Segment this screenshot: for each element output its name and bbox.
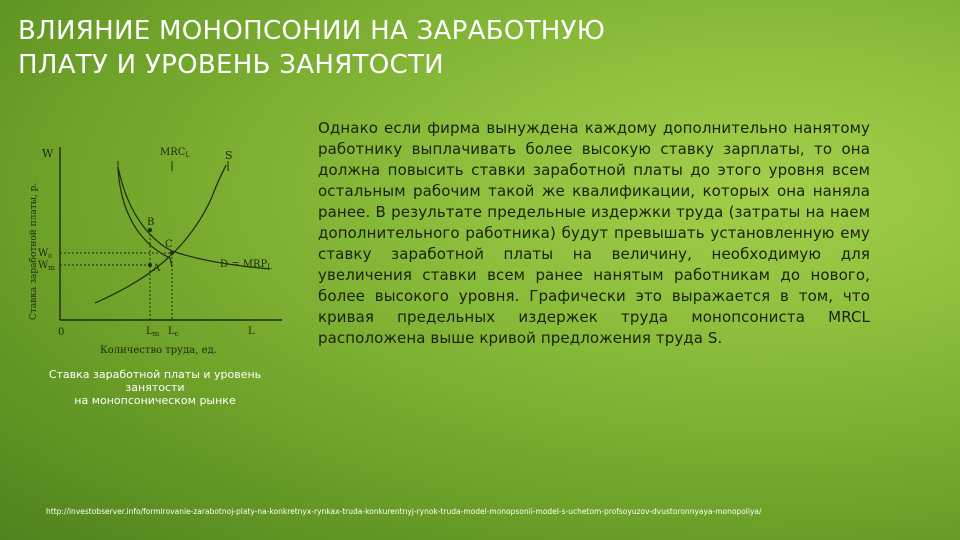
lc-label bbox=[168, 326, 179, 338]
lm-label bbox=[146, 326, 160, 338]
wc-label-main: W bbox=[38, 248, 49, 259]
wc-label bbox=[38, 248, 52, 260]
wc-label-sub: c bbox=[48, 252, 53, 260]
lm-label-main: L bbox=[146, 326, 153, 337]
body-paragraph: Однако если фирма вынуждена каждому дополнительно нанятому работнику выплачивать более высокую ставку зарплаты, то она должна повысить ставки заработной платы до этого уровня всем остальным рабочим такой же квалификации, которых она наняла ранее. В результате предельные издержки труда (затраты на наем дополнительного работника) будут превышать установленную ему ставку заработной платы на величину, необходимую для увеличения ставки всем ранее нанятым работникам до нового, более высокого уровня. Графически это выражается в том, что кривая предельных издержек труда монопсониста MRCL расположена выше кривой предложения труда S. bbox=[318, 119, 870, 347]
title-line-1: ВЛИЯНИЕ МОНОПСОНИИ НА ЗАРАБОТНУЮ bbox=[18, 16, 606, 46]
lc-label-main: L bbox=[168, 326, 175, 337]
c-label: C bbox=[165, 239, 173, 250]
y-axis-title: Ставка заработной платы, р. bbox=[29, 182, 39, 320]
supply-curve bbox=[95, 165, 226, 303]
l-axis-label: L bbox=[248, 326, 255, 337]
monopsony-graph-svg bbox=[20, 135, 300, 365]
origin-label: 0 bbox=[58, 327, 65, 338]
lm-label-sub: m bbox=[152, 330, 160, 338]
mrc-label-sub: L bbox=[185, 151, 191, 159]
title-line-2: ПЛАТУ И УРОВЕНЬ ЗАНЯТОСТИ bbox=[18, 50, 444, 80]
b-label: B bbox=[147, 217, 155, 228]
mrc-label bbox=[160, 147, 190, 159]
point-a bbox=[148, 263, 152, 267]
wm-label bbox=[38, 260, 55, 272]
caption-line-1: Ставка заработной платы и уровень bbox=[48, 368, 262, 381]
monopsony-graph bbox=[20, 135, 300, 365]
lc-label-sub: c bbox=[174, 330, 179, 338]
a-label: A bbox=[153, 263, 161, 274]
caption-line-2: занятости bbox=[125, 381, 185, 394]
point-c bbox=[170, 251, 174, 255]
caption-line-3: на монопсоническом рынке bbox=[74, 394, 236, 407]
source-link[interactable]: http://investobserver.info/formirovanie-zarabotnoj-platy-na-konkretnyx-rynkax-truda-konkurentnyj-rynok-truda-model-monopsonii-model-s-uchetom-profsoyuzov-dvustoronnyaya-monopoliya/ bbox=[46, 507, 762, 516]
wm-label-sub: m bbox=[48, 264, 55, 272]
point-b bbox=[148, 228, 152, 232]
x-axis-title: Количество труда, ед. bbox=[100, 345, 217, 356]
graph-caption bbox=[30, 368, 280, 407]
w-axis-label: W bbox=[42, 147, 54, 160]
demand-label-sub: L bbox=[267, 263, 272, 271]
slide-title bbox=[18, 14, 718, 82]
s-label: S bbox=[225, 149, 233, 162]
demand-mrp-curve bbox=[118, 167, 270, 269]
mrc-label-main: MRC bbox=[160, 147, 186, 158]
demand-label bbox=[220, 259, 272, 271]
wm-label-main: W bbox=[38, 260, 49, 271]
demand-label-main: D = MRP bbox=[220, 259, 268, 270]
